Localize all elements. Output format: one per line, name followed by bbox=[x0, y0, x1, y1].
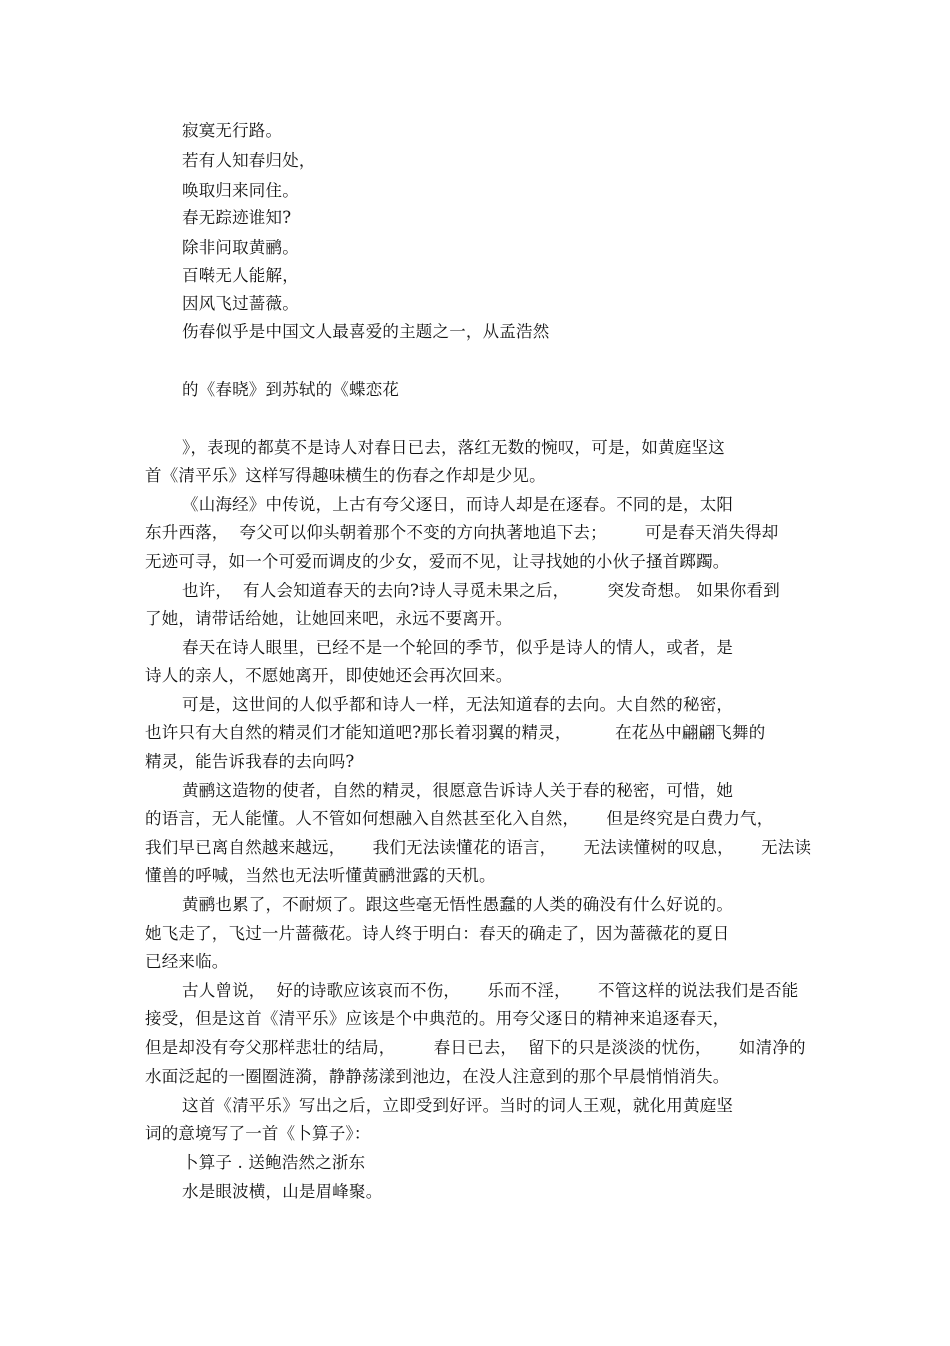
text-line: 》，表现的都莫不是诗人对春日已去，落红无数的惋叹，可是，如黄庭坚这 bbox=[182, 438, 725, 457]
text-line: 《山海经》中传说，上古有夸父逐日，而诗人却是在逐春。不同的是，太阳 bbox=[182, 495, 734, 514]
text-line: 黄鹂这造物的使者，自然的精灵，很愿意告诉诗人关于春的秘密，可惜，她 bbox=[182, 781, 734, 800]
text-line: 无迹可寻，如一个可爱而调皮的少女，爱而不见，让寻找她的小伙子搔首踯躅。 bbox=[145, 552, 730, 571]
text-line: 寂寞无行路。 bbox=[182, 121, 283, 140]
text-line: 的语言，无人能懂。人不管如何想融入自然甚至化入自然， 但是终究是白费力气， bbox=[145, 809, 774, 828]
text-line: 水面泛起的一圈圈涟漪，静静荡漾到池边，在没人注意到的那个早晨悄悄消失。 bbox=[145, 1067, 730, 1086]
text-line: 除非问取黄鹂。 bbox=[182, 238, 299, 257]
text-line: 东升西落， 夸父可以仰头朝着那个不变的方向执著地追下去； 可是春天消失得却 bbox=[145, 523, 779, 542]
text-line: 卜算子 . 送鲍浩然之浙东 bbox=[182, 1153, 366, 1172]
text-line: 古人曾说， 好的诗歌应该哀而不伤， 乐而不淫， 不管这样的说法我们是否能 bbox=[182, 981, 799, 1000]
text-line: 这首《清平乐》写出之后，立即受到好评。当时的词人王观，就化用黄庭坚 bbox=[182, 1096, 734, 1115]
text-line: 若有人知春归处， bbox=[182, 151, 316, 170]
text-line: 因风飞过蔷薇。 bbox=[182, 294, 299, 313]
text-line: 水是眼波横，山是眉峰聚。 bbox=[182, 1182, 383, 1201]
text-line: 她飞走了，飞过一片蔷薇花。诗人终于明白：春天的确走了，因为蔷薇花的夏日 bbox=[145, 924, 730, 943]
text-line: 懂兽的呼喊，当然也无法听懂黄鹂泄露的天机。 bbox=[145, 866, 496, 885]
text-line: 唤取归来同住。 bbox=[182, 181, 299, 200]
text-line: 春无踪迹谁知? bbox=[182, 208, 292, 227]
text-line: 精灵，能告诉我春的去向吗? bbox=[145, 752, 355, 771]
text-line: 已经来临。 bbox=[145, 952, 229, 971]
text-line: 也许只有大自然的精灵们才能知道吧?那长着羽翼的精灵， 在花丛中翩翩飞舞的 bbox=[145, 723, 766, 742]
text-line: 黄鹂也累了，不耐烦了。跟这些毫无悟性愚蠢的人类的确没有什么好说的。 bbox=[182, 895, 734, 914]
text-line: 我们早已离自然越来越远， 我们无法读懂花的语言， 无法读懂树的叹息， 无法读 bbox=[145, 838, 812, 857]
text-line: 首《清平乐》这样写得趣味横生的伤春之作却是少见。 bbox=[145, 466, 546, 485]
text-line: 也许， 有人会知道春天的去向?诗人寻觅未果之后， 突发奇想。 如果你看到 bbox=[182, 581, 780, 600]
text-line: 的《春晓》到苏轼的《蝶恋花 bbox=[182, 380, 400, 399]
text-line: 伤春似乎是中国文人最喜爱的主题之一，从孟浩然 bbox=[182, 322, 550, 341]
text-line: 但是却没有夸父那样悲壮的结局， 春日已去， 留下的只是淡淡的忧伤， 如清净的 bbox=[145, 1038, 806, 1057]
text-line: 百啭无人能解， bbox=[182, 266, 299, 285]
text-line: 可是，这世间的人似乎都和诗人一样，无法知道春的去向。大自然的秘密， bbox=[182, 695, 734, 714]
text-line: 词的意境写了一首《卜算子》： bbox=[145, 1124, 371, 1143]
text-line: 了她，请带话给她，让她回来吧，永远不要离开。 bbox=[145, 609, 513, 628]
text-line: 诗人的亲人，不愿她离开，即使她还会再次回来。 bbox=[145, 666, 513, 685]
text-line: 春天在诗人眼里，已经不是一个轮回的季节，似乎是诗人的情人，或者，是 bbox=[182, 638, 734, 657]
text-line: 接受，但是这首《清平乐》应该是个中典范的。用夸父逐日的精神来追逐春天， bbox=[145, 1009, 730, 1028]
